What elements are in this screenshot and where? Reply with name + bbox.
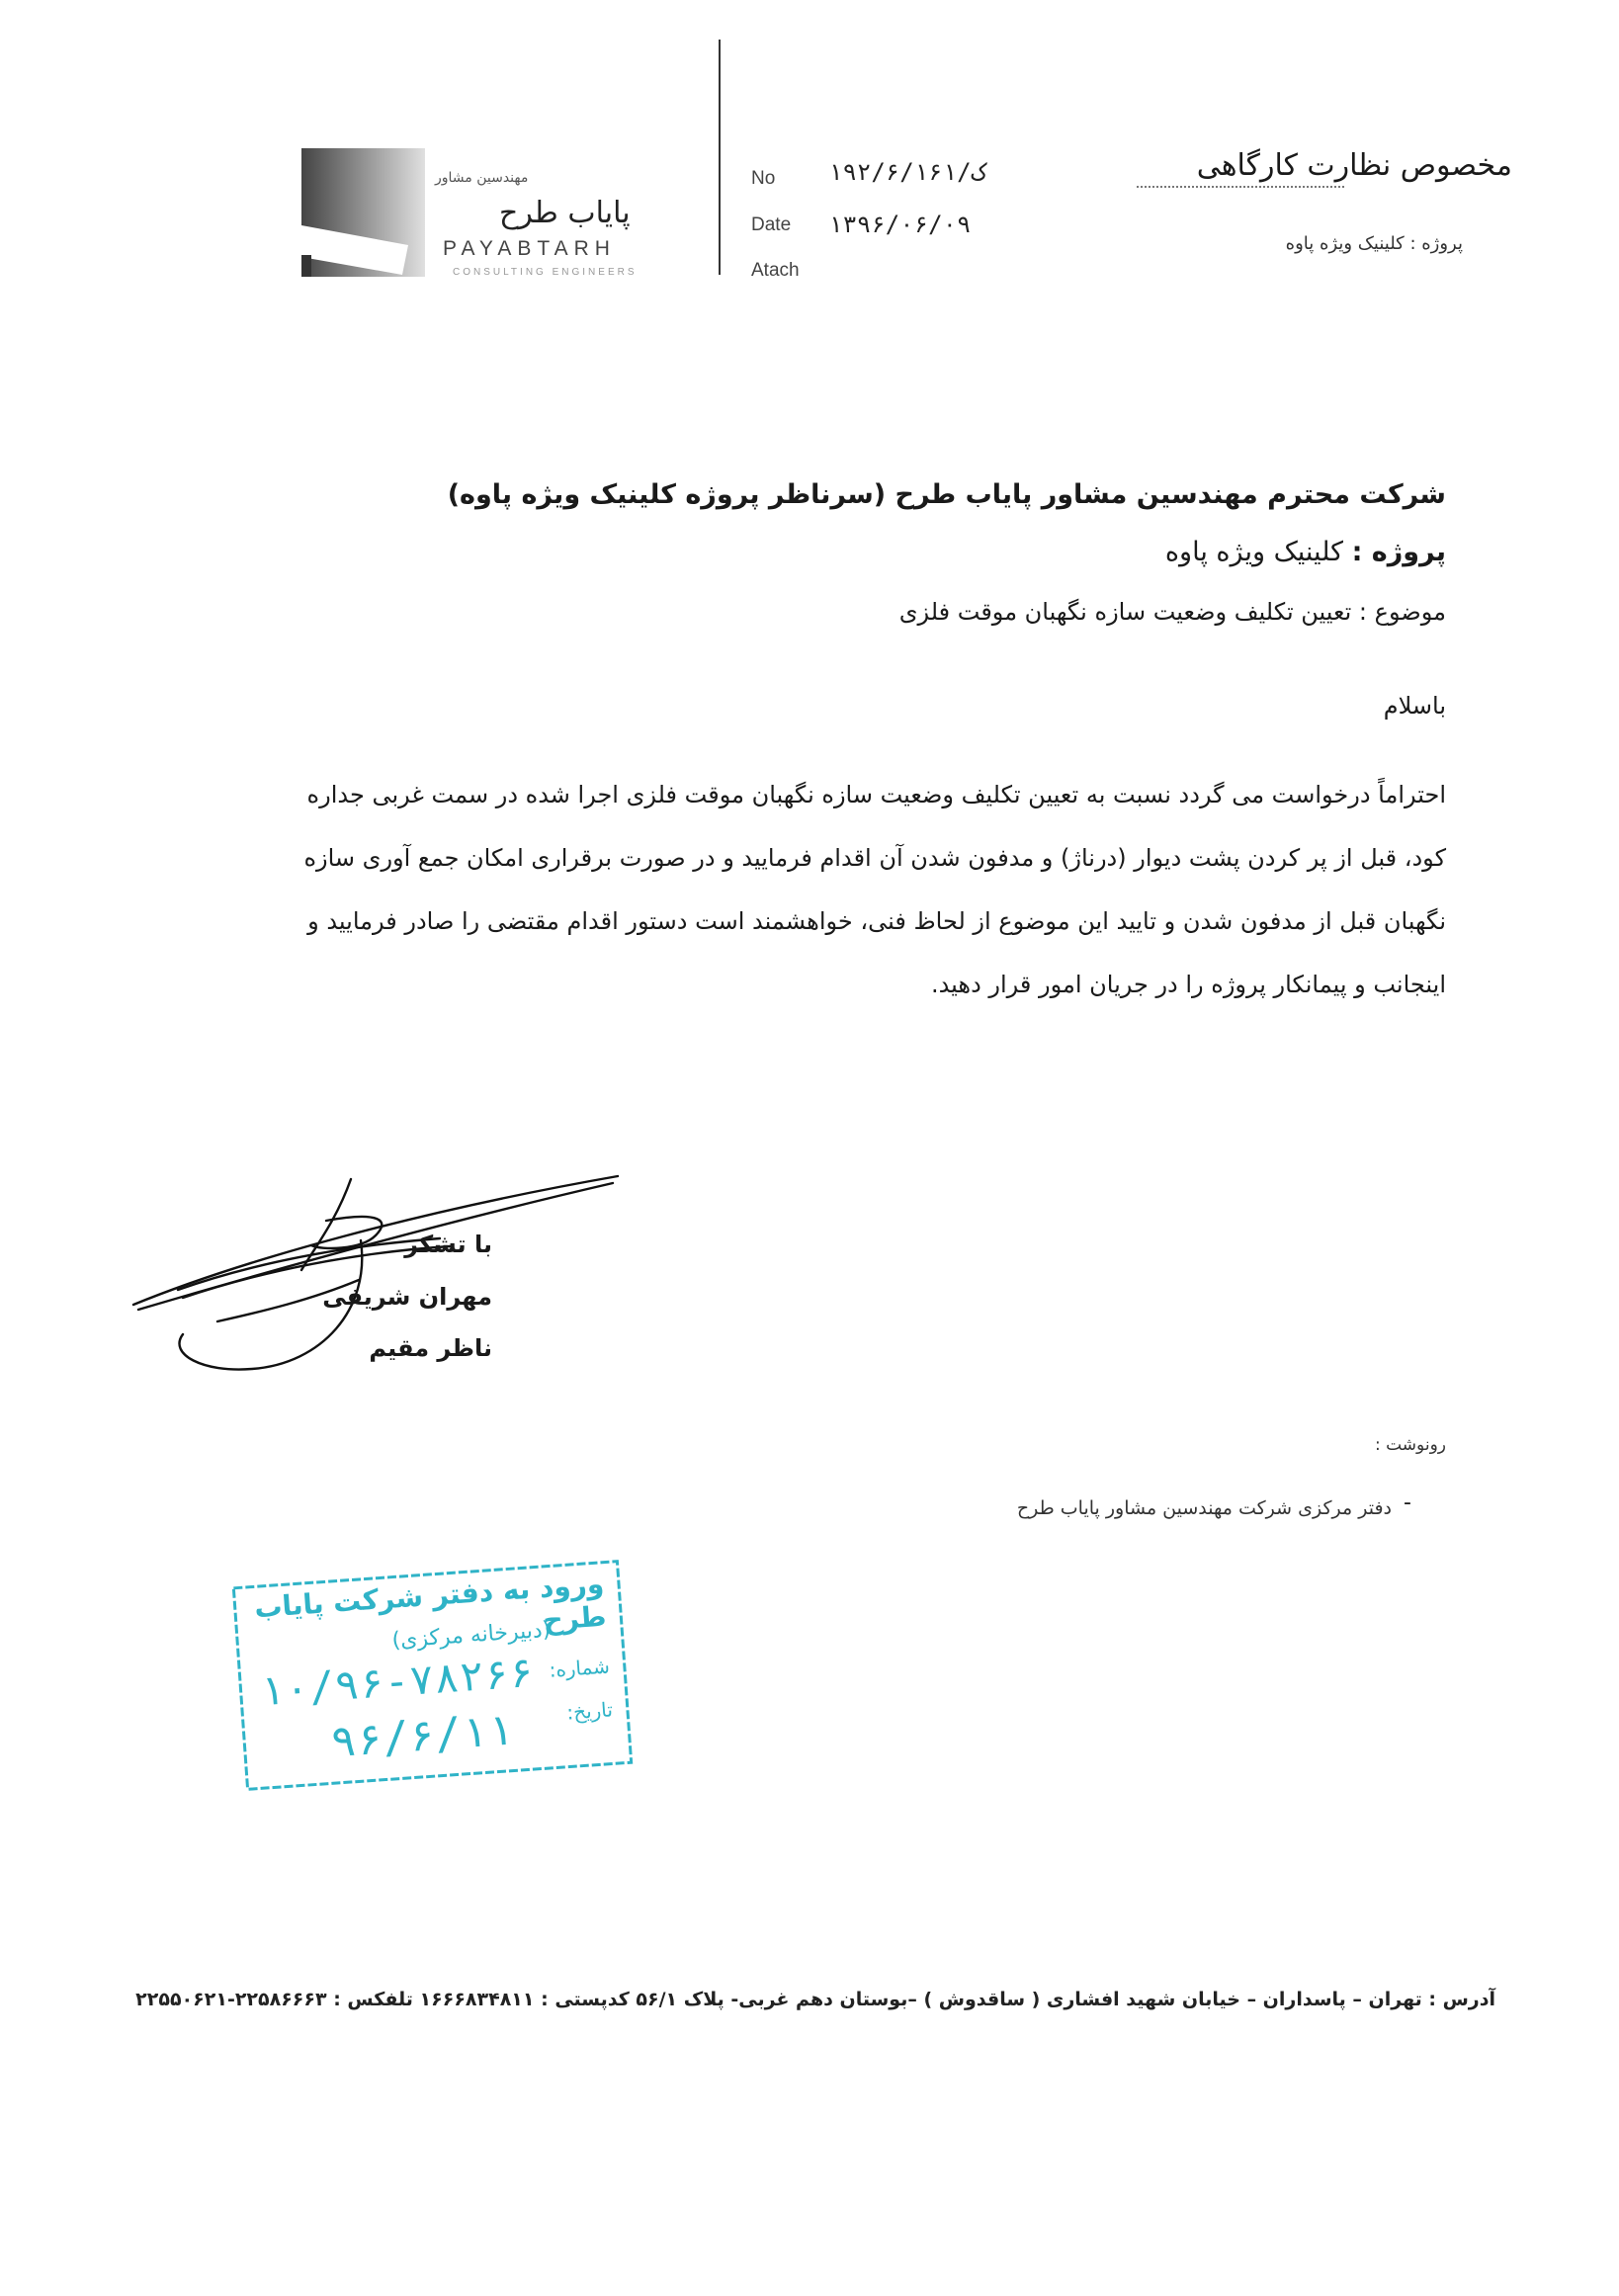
subject-line: موضوع : تعیین تکلیف وضعیت سازه نگهبان موقت فلزی (898, 598, 1446, 626)
paragraph-line: اینجانب و پیمانکار پروژه را در جریان امور قرار دهید. (930, 971, 1446, 998)
greeting: باسلام (1383, 692, 1446, 720)
stamp-subtitle: (دبیرخانه مرکزی) (390, 1617, 552, 1654)
letter-date-value: ۱۳۹۶/۰۶/۰۹ (828, 211, 972, 238)
signatory-title: ناظر مقیم (369, 1334, 492, 1362)
header-project-line: پروژه : کلینیک ویژه پاوه (1285, 233, 1463, 254)
logo-subtitle-en: CONSULTING ENGINEERS (453, 267, 638, 278)
letter-number-value: ۱۹۲/۶/ک/۱۶۱ (828, 158, 985, 186)
letter-number-label: No (751, 168, 776, 189)
header-site-supervision-title: مخصوص نظارت کارگاهی (1196, 148, 1512, 183)
stamp-number-value: ۱۰/۹۶-۷۸۲۶۶ (257, 1647, 536, 1716)
signature-thanks: با تشکر (404, 1231, 492, 1258)
cc-label: رونوشت : (1374, 1435, 1446, 1455)
letter-date-label: Date (751, 214, 792, 235)
paragraph-line: کود، قبل از پر کردن پشت دیوار (درناژ) و مدفون شدن آن اقدام فرمایید و در صورت برقراری امکان جمع آوری سازه (303, 844, 1446, 872)
recipient-line: شرکت محترم مهندسین مشاور پایاب طرح (سرناظر پروژه کلینیک ویژه پاوه) (447, 479, 1446, 510)
cc-item: دفتر مرکزی شرکت مهندسین مشاور پایاب طرح (1016, 1497, 1392, 1519)
logo-company-name-en: PAYABTARH (443, 237, 616, 260)
footer-address: آدرس : تهران – پاسداران – خیابان شهید افشاری ( ساقدوش ) –بوستان دهم غربی- پلاک ۵۶/۱ کدپستی : ۱۶۶۶۸۳۴۸۱۱ تلفکس : ۲۲۵۸۶۶۶۳-۲۲۵۵۰۶۲۱ (135, 1989, 1495, 2010)
paragraph-line: احتراماً درخواست می گردد نسبت به تعیین تکلیف وضعیت سازه نگهبان موقت فلزی اجرا شده در سمت غربی جداره (306, 781, 1446, 808)
project-label: پروژه : (1351, 537, 1446, 567)
header-divider (719, 40, 721, 275)
receipt-stamp (230, 1558, 635, 1792)
header-dotted-line (1137, 186, 1344, 188)
stamp-date-label: تاریخ: (565, 1697, 614, 1725)
company-logo-mark (301, 148, 425, 277)
logo-subtitle-fa: مهندسین مشاور (435, 170, 529, 186)
stamp-date-value: ۹۶/۶/۱۱ (328, 1704, 516, 1768)
paragraph-line: نگهبان قبل از مدفون شدن و تایید این موضوع از لحاظ فنی، خواهشمند است دستور اقدام مقتضی را صادر فرمایید و (307, 907, 1446, 935)
logo-company-name-fa: پایاب طرح (499, 196, 631, 230)
letter-paragraph (230, 763, 1446, 1016)
cc-bullet: - (1404, 1490, 1411, 1515)
signatory-name: مهران شریفی (322, 1283, 492, 1311)
project-line (359, 537, 1446, 567)
project-value: کلینیک ویژه پاوه (1164, 537, 1343, 567)
stamp-number-label: شماره: (548, 1654, 611, 1682)
attachment-label: Atach (751, 260, 800, 281)
stamp-title: ورود به دفتر شرکت پایاب طرح (253, 1567, 608, 1638)
